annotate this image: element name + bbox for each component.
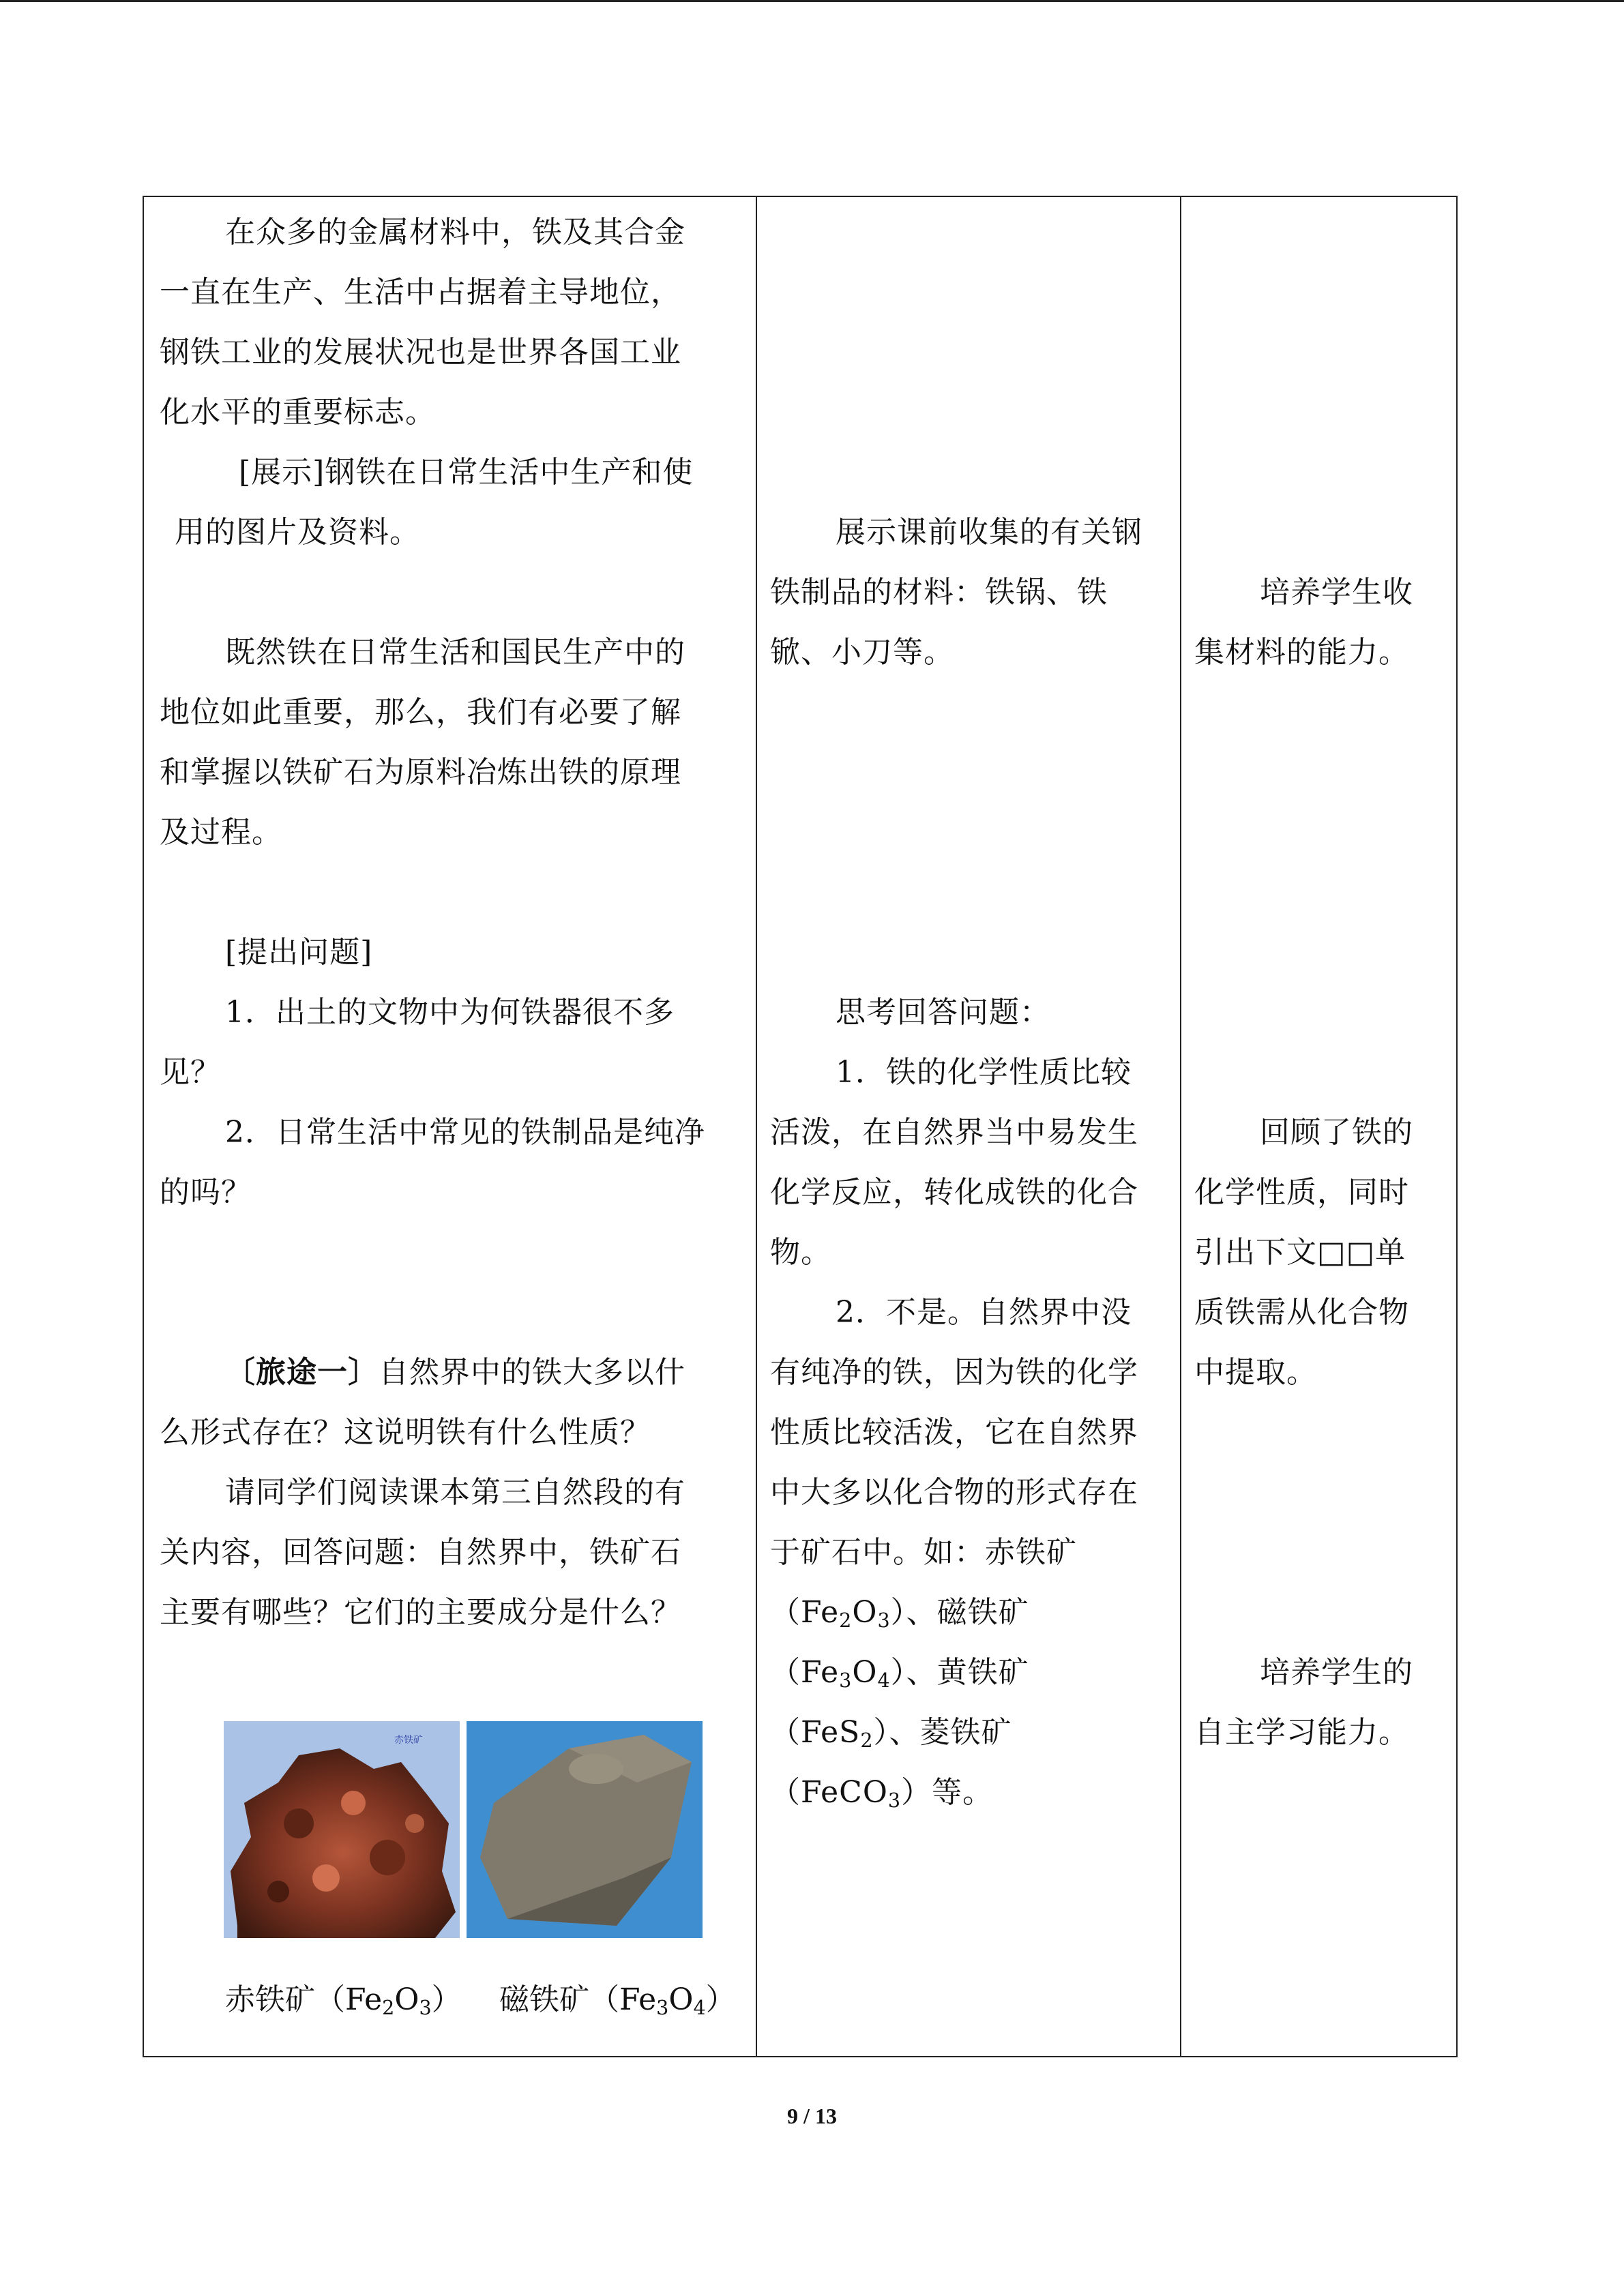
formula-text: （Fe [770, 1655, 840, 1690]
formula-text: O [852, 1655, 878, 1690]
paragraph-line: 化水平的重要标志。 [160, 395, 436, 430]
magnetite-photo [467, 1721, 703, 1938]
paragraph-line: [展示]钢铁在日常生活中生产和使 [239, 455, 694, 490]
journey-line [225, 1343, 685, 1403]
intent-line: 引出下文□□单 [1194, 1235, 1406, 1270]
hematite-photo [224, 1721, 460, 1938]
paragraph-line: 和掌握以铁矿石为原料冶炼出铁的原理 [160, 755, 681, 790]
lesson-table [143, 196, 1458, 2057]
subscript: 4 [693, 1996, 706, 2020]
answer-line: 中大多以化合物的形式存在 [770, 1475, 1138, 1510]
formula-line [770, 1763, 993, 1823]
teacher-activity-column [144, 197, 756, 2056]
subscript: 2 [382, 1996, 395, 2020]
subscript: 2 [860, 1729, 874, 1753]
answer-line: 化学反应，转化成铁的化合 [770, 1175, 1138, 1210]
intent-line: 培养学生的 [1260, 1655, 1413, 1690]
journey-text: 自然界中的铁大多以什 [379, 1355, 685, 1390]
paragraph-line: 及过程。 [160, 815, 282, 850]
paragraph-line: 主要有哪些？它们的主要成分是什么？ [160, 1595, 681, 1630]
intent-line: 培养学生收 [1260, 575, 1413, 610]
formula-text: ）、磁铁矿 [890, 1595, 1029, 1630]
formula-line [770, 1703, 1012, 1763]
formula-text: O [852, 1595, 878, 1630]
paragraph-line: 请同学们阅读课本第三自然段的有 [225, 1475, 685, 1510]
paragraph-line: 地位如此重要，那么，我们有必要了解 [160, 695, 681, 730]
photo-label: 赤铁矿 [394, 1735, 423, 1746]
magnetite-caption [499, 1980, 736, 2021]
caption-text: O [668, 1982, 694, 2017]
intent-line: 化学性质，同时 [1194, 1175, 1409, 1210]
design-intent-column [1181, 197, 1458, 2056]
magnetite-rock-image [467, 1721, 703, 1938]
formula-text: （FeS [770, 1715, 861, 1750]
caption-text: 磁铁矿（Fe [499, 1982, 657, 2017]
student-activity-column [757, 197, 1180, 2056]
formula-text: （FeCO [770, 1775, 888, 1810]
hematite-rock-image [224, 1721, 460, 1938]
paragraph-line: 展示课前收集的有关钢 [836, 515, 1142, 550]
formula-line [770, 1583, 1029, 1643]
answer-heading: 思考回答问题： [836, 995, 1050, 1030]
paragraph-line: 一直在生产、生活中占据着主导地位， [160, 275, 681, 310]
intent-line: 回顾了铁的 [1260, 1115, 1413, 1150]
question-line: 见？ [160, 1055, 221, 1090]
answer-line: 性质比较活泼，它在自然界 [770, 1415, 1138, 1450]
journey-tag: 〔旅途一〕 [225, 1355, 379, 1390]
subscript: 3 [877, 1609, 891, 1632]
question-line: 2．日常生活中常见的铁制品是纯净 [225, 1115, 705, 1150]
subscript: 3 [656, 1996, 669, 2020]
subscript: 3 [887, 1789, 902, 1813]
paragraph-line: 锨、小刀等。 [770, 635, 954, 670]
formula-text: ）等。 [901, 1775, 994, 1810]
intent-line: 集材料的能力。 [1194, 635, 1409, 670]
answer-line: 有纯净的铁，因为铁的化学 [770, 1355, 1138, 1390]
question-heading: [提出问题] [225, 935, 373, 970]
question-line: 的吗？ [160, 1175, 252, 1210]
top-border-line [0, 0, 1624, 2]
paragraph-line: 关内容，回答问题：自然界中，铁矿石 [160, 1535, 681, 1570]
page-number: 9 / 13 [787, 2104, 837, 2128]
subscript: 3 [839, 1669, 853, 1693]
answer-line: 物。 [770, 1235, 831, 1270]
answer-line: 1．铁的化学性质比较 [836, 1055, 1132, 1090]
caption-text: ） [705, 1982, 736, 2017]
paragraph-line: 在众多的金属材料中，铁及其合金 [225, 215, 685, 250]
question-line: 1．出土的文物中为何铁器很不多 [225, 995, 675, 1030]
intent-line: 中提取。 [1194, 1355, 1317, 1390]
caption-text: ） [431, 1982, 462, 2017]
intent-line: 质铁需从化合物 [1194, 1295, 1409, 1330]
subscript: 4 [877, 1669, 891, 1693]
formula-text: （Fe [770, 1595, 840, 1630]
answer-line: 于矿石中。如：赤铁矿 [770, 1535, 1077, 1570]
paragraph-line: 铁制品的材料：铁锅、铁 [770, 575, 1108, 610]
caption-text: O [394, 1982, 419, 2017]
subscript: 2 [839, 1609, 853, 1632]
formula-line [770, 1643, 1029, 1703]
paragraph-line: 用的图片及资料。 [175, 515, 420, 550]
formula-text: ）、黄铁矿 [890, 1655, 1029, 1690]
answer-line: 2．不是。自然界中没 [836, 1295, 1132, 1330]
hematite-caption [225, 1980, 462, 2021]
formula-text: ）、菱铁矿 [873, 1715, 1012, 1750]
journey-line: 么形式存在？这说明铁有什么性质？ [160, 1415, 651, 1450]
intent-line: 自主学习能力。 [1194, 1715, 1409, 1750]
paragraph-line: 钢铁工业的发展状况也是世界各国工业 [160, 335, 681, 370]
subscript: 3 [419, 1996, 432, 2020]
answer-line: 活泼，在自然界当中易发生 [770, 1115, 1138, 1150]
caption-text: 赤铁矿（Fe [225, 1982, 383, 2017]
paragraph-line: 既然铁在日常生活和国民生产中的 [225, 635, 685, 670]
